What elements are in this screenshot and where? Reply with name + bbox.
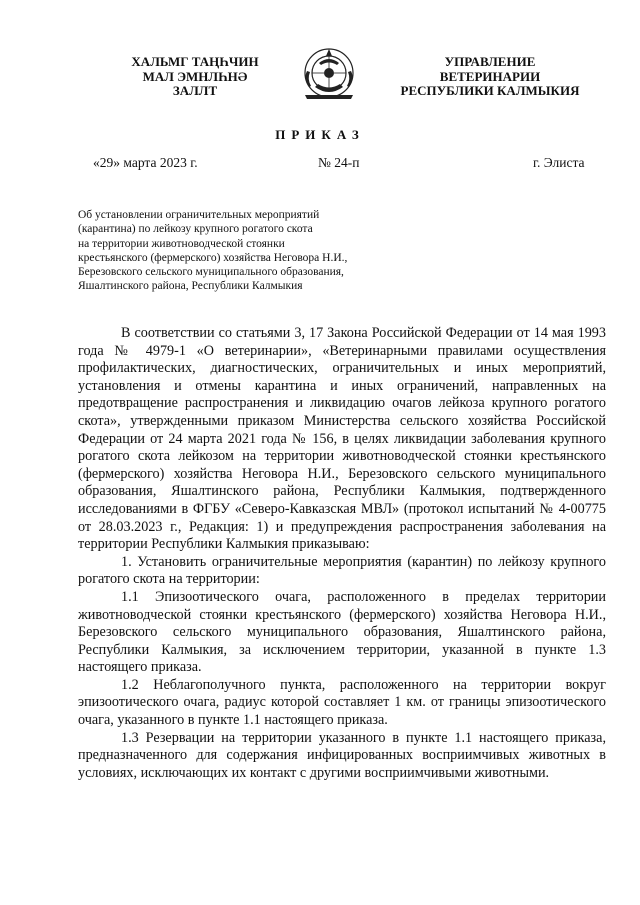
subject-line: (карантина) по лейкозу крупного рогатого скота bbox=[78, 223, 313, 236]
subject-line: Об установлении ограничительных мероприятий bbox=[78, 209, 320, 221]
order-number: № 24-п bbox=[318, 155, 360, 170]
clause-1: 1. Установить ограничительные мероприятия (карантин) по лейкозу крупного рогатого скота на территории: bbox=[78, 553, 606, 588]
order-title: ПРИКАЗ bbox=[275, 127, 365, 142]
order-subject bbox=[78, 208, 408, 294]
subject-line: крестьянского (фермерского) хозяйства Неговора Н.И., bbox=[78, 251, 348, 264]
clause-1-3: 1.3 Резервации на территории указанного в пункте 1.1 настоящего приказа, предназначенного для содержания инфицированных восприимчивых животных в условиях, исключающих их контакт с другими восприимчивыми животными. bbox=[78, 729, 606, 781]
clause-1-1: 1.1 Эпизоотического очага, расположенного в пределах территории животноводческой стоянки крестьянского (фермерского) хозяйства Неговора Н.И., Березовского сельского муниципального образования, Яшалтинского района, Республики Калмыкия, за исключением территории, указанной в пункте 1.3 настоящего приказа. bbox=[78, 588, 606, 676]
subject-line: Березовского сельского муниципального образования, bbox=[78, 266, 344, 279]
subject-line: Яшалтинского района, Республики Калмыкия bbox=[78, 280, 303, 293]
subject-line: на территории животноводческой стоянки bbox=[78, 237, 285, 250]
coat-of-arms-icon bbox=[297, 41, 361, 103]
order-city: г. Элиста bbox=[533, 155, 585, 170]
preamble-paragraph: В соответствии со статьями 3, 17 Закона Российской Федерации от 14 мая 1993 года № 4979-1 «О ветеринарии», «Ветеринарными правилами осуществления профилактических, диагностических, ограничительных и иных мероприятий, установления и отмены карантина и иных ограничений, направленных на предотвращение распространения и ликвидацию очагов лейкоза крупного рогатого скота», утвержденными приказом Министерства сельского хозяйства Российской Федерации от 24 марта 2021 года № 156, в целях ликвидации заболевания крупного рогатого скота лейкозом на территории животноводческой стоянки крестьянского (фермерского) хозяйства Неговора Н.И., Березовского сельского муниципального образования, Яшалтинского района, Республики Калмыкия, подтвержденного исследованиями в ФГБУ «Северо-Кавказская МВЛ» (протокол испытаний № 4-00775 от 28.03.2023 г., Редакция: 1) и предупреждения распространения заболевания на территории Республики Калмыкия приказываю: bbox=[78, 325, 606, 553]
order-body bbox=[78, 325, 606, 782]
clause-1-2: 1.2 Неблагополучного пункта, расположенного на территории вокруг эпизоотического очага, радиус которой составляет 1 км. от границы эпизоотического очага, указанного в пункте 1.1 настоящего приказа. bbox=[78, 676, 606, 729]
header-left-kalmyk: ХАЛЬМГ ТАҢҺЧИН МАЛ ЭМНЛҺНӘ ЗАЛЛТ bbox=[131, 54, 259, 98]
header-right-russian: УПРАВЛЕНИЕ ВЕТЕРИНАРИИ РЕСПУБЛИКИ КАЛМЫКИЯ bbox=[400, 54, 580, 98]
order-date: «29» марта 2023 г. bbox=[93, 155, 198, 170]
